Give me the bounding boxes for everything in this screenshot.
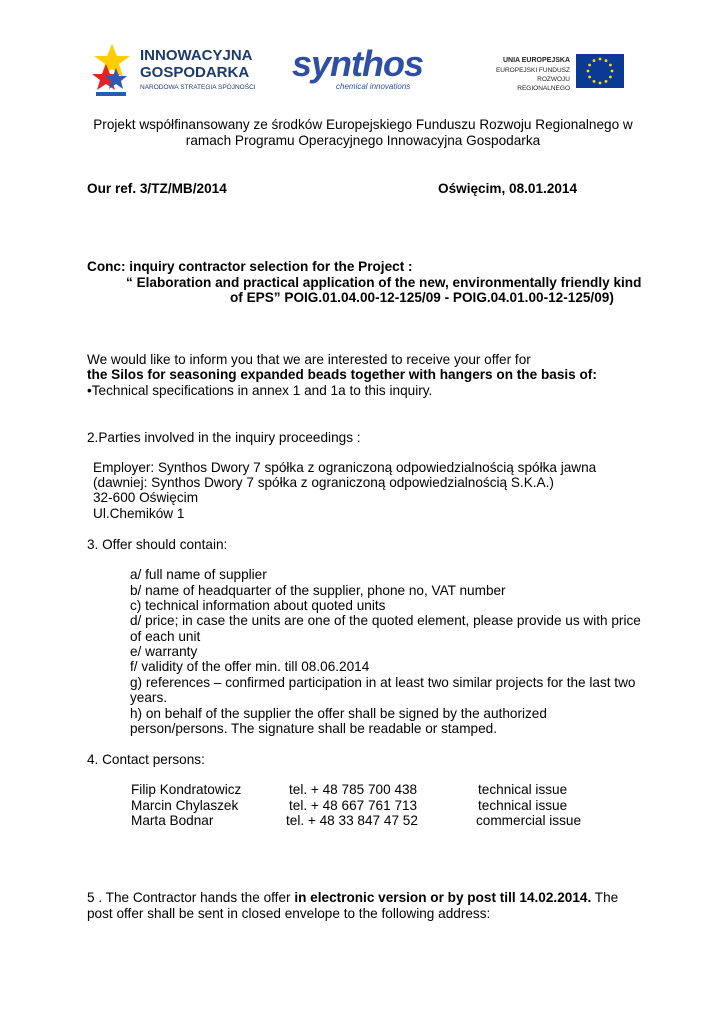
- stars-logo-icon: [92, 42, 132, 98]
- section5-line2: post offer shall be sent in closed envelope to the following address:: [87, 906, 491, 921]
- section4-title: 4. Contact persons:: [87, 752, 205, 767]
- employer-line1: Employer: Synthos Dwory 7 spółka z ograniczoną odpowiedzialnością spółka jawna: [93, 460, 597, 475]
- offer-item-h2: person/persons. The signature shall be readable or stamped.: [130, 721, 498, 736]
- offer-item-f: f/ validity of the offer min. till 08.06.2014: [130, 659, 370, 674]
- conc-line2: “ Elaboration and practical application of the new, environmentally friendly kind: [126, 275, 642, 290]
- logo-line3: NARODOWA STRATEGIA SPÓJNOŚCI: [140, 84, 256, 91]
- offer-item-g2: years.: [130, 690, 168, 705]
- contact-tel: tel. + 48 667 761 713: [289, 798, 418, 813]
- synthos-tagline: chemical innovations: [336, 82, 411, 91]
- eu-line3: ROZWOJU REGIONALNEGO: [517, 76, 570, 92]
- eu-line2: EUROPEJSKI FUNDUSZ: [495, 67, 570, 74]
- contact-tel: tel. + 48 785 700 438: [289, 782, 418, 797]
- offer-item-g1: g) references – confirmed participation in at least two similar projects for the last two: [130, 675, 636, 690]
- section2-title: 2.Parties involved in the inquiry proceedings :: [87, 430, 361, 445]
- section5-bold: in electronic version or by post till 14.02.2014.: [294, 890, 592, 905]
- logo-line1: INNOWACYJNA: [140, 47, 253, 64]
- place-date: Oświęcim, 08.01.2014: [438, 181, 578, 196]
- innowacyjna-gospodarka-logo: [92, 42, 272, 98]
- offer-item-c: c) technical information about quoted units: [130, 598, 386, 613]
- contact-tel: tel. + 48 33 847 47 52: [286, 813, 418, 828]
- synthos-name: synthos: [292, 43, 424, 84]
- contact-role: commercial issue: [476, 813, 581, 828]
- offer-item-d2: of each unit: [130, 629, 201, 644]
- contact-name: Marta Bodnar: [131, 813, 214, 828]
- employer-postal: 32-600 Oświęcim: [93, 490, 199, 505]
- logo-line2: GOSPODARKA: [140, 64, 250, 81]
- contact-name: Marcin Chylaszek: [131, 798, 239, 813]
- eu-flag-icon: [576, 54, 624, 88]
- section5-suffix: The: [591, 890, 619, 905]
- intro-line1: We would like to inform you that we are interested to receive your offer for: [87, 352, 531, 367]
- offer-item-d1: d/ price; in case the units are one of the quoted element, please provide us with price: [130, 613, 641, 628]
- section5-line1: [87, 890, 618, 906]
- employer-line2: (dawniej: Synthos Dwory 7 spółka z ograniczoną odpowiedzialnością S.K.A.): [93, 475, 554, 490]
- eu-line1: UNIA EUROPEJSKA: [502, 57, 570, 64]
- section3-title: 3. Offer should contain:: [87, 537, 228, 552]
- header-note-line1: Projekt współfinansowany ze środków Europejskiego Funduszu Rozwoju Regionalnego w: [93, 117, 633, 132]
- offer-item-e: e/ warranty: [130, 644, 198, 659]
- intro-line3: •Technical specifications in annex 1 and 1a to this inquiry.: [87, 383, 433, 398]
- header-note-line2: ramach Programu Operacyjnego Innowacyjna Gospodarka: [185, 132, 541, 148]
- synthos-logo: [288, 44, 424, 96]
- contact-role: technical issue: [478, 782, 568, 797]
- section5-prefix: 5 . The Contractor hands the offer: [87, 890, 295, 905]
- employer-street: Ul.Chemików 1: [93, 506, 185, 521]
- eu-logo: [490, 52, 626, 92]
- conc-line3: of EPS” POIG.01.04.00-12-125/09 - POIG.04.01.00-12-125/09): [230, 290, 614, 305]
- offer-item-b: b/ name of headquarter of the supplier, phone no, VAT number: [130, 583, 506, 598]
- header-note: [60, 117, 666, 148]
- our-ref: Our ref. 3/TZ/MB/2014: [87, 181, 227, 196]
- contact-role: technical issue: [478, 798, 568, 813]
- intro-line2: the Silos for seasoning expanded beads together with hangers on the basis of:: [87, 367, 597, 382]
- conc-line1: Conc: inquiry contractor selection for the Project :: [87, 259, 413, 274]
- offer-item-a: a/ full name of supplier: [130, 567, 267, 582]
- contact-name: Filip Kondratowicz: [131, 782, 242, 797]
- offer-item-h1: h) on behalf of the supplier the offer shall be signed by the authorized: [130, 706, 547, 721]
